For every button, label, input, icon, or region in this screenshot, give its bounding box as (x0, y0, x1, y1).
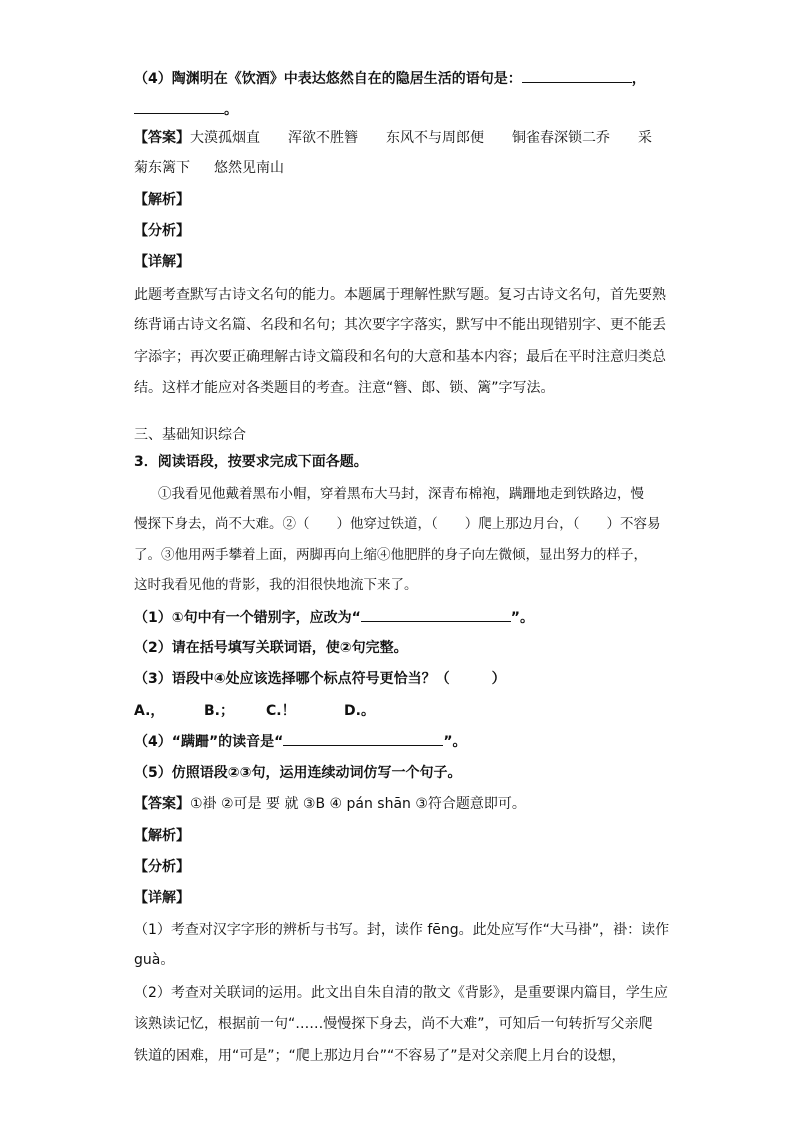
explanation-line: 练背诵古诗文名篇、名段和名句；其次要字字落实，默写中不能出现错别字、更不能丢 (134, 317, 666, 333)
explanation-line: 字添字；再次要正确理解古诗文篇段和名句的大意和基本内容；最后在平时注意归类总 (134, 349, 666, 365)
jiexi-heading: 【解析】 (134, 192, 190, 208)
option-c[interactable]: C.！ (266, 703, 296, 719)
fenxi-heading: 【分析】 (134, 859, 190, 875)
answer-line-2 (134, 158, 284, 178)
passage-line: 慢探下身去，尚不大难。②（ ）他穿过铁道，（ ）爬上那边月台，（ ）不容易 (134, 516, 661, 532)
answer-item: 悠然见南山 (214, 160, 284, 176)
passage-line: 这时我看见他的背影，我的泪很快地流下来了。 (134, 577, 418, 593)
q4-blank-2[interactable] (134, 99, 224, 114)
option-b[interactable]: B.； (204, 703, 234, 719)
explanation-line: 该熟读记忆，根据前一句“……慢慢探下身去，尚不大难”，可知后一句转折写父亲爬 (134, 1016, 653, 1032)
fenxi-heading: 【分析】 (134, 223, 190, 239)
explanation-line: 结。这样才能应对各类题目的考查。注意“簪、郎、锁、篱”字写法。 (134, 380, 555, 396)
passage-line: 了。③他用两手攀着上面，两脚再向上缩④他肥胖的身子向左微倾，显出努力的样子， (134, 547, 647, 563)
explanation-line: （2）考查对关联词的运用。此文出自朱自清的散文《背影》，是重要课内篇目，学生应 (134, 985, 668, 1001)
q3-title: 3．阅读语段，按要求完成下面各题。 (134, 454, 368, 470)
q3-options (134, 701, 404, 721)
answer-line-1 (134, 128, 652, 148)
q4-poem-question (134, 68, 646, 89)
sub4-blank[interactable] (283, 731, 443, 746)
xiangjie-heading: 【详解】 (134, 890, 190, 906)
q4-period: 。 (224, 102, 238, 118)
answer-item: 浑欲不胜簪 (288, 130, 358, 146)
explanation-line: 此题考查默写古诗文名句的能力。本题属于理解性默写题。复习古诗文名句，首先要熟 (134, 287, 666, 303)
answer2-line (134, 794, 526, 814)
section-heading: 三、基础知识综合 (134, 427, 246, 443)
q4-blank-1[interactable] (522, 68, 632, 83)
answer-item: 采 (638, 130, 652, 146)
answer-tag: 【答案】 (134, 130, 190, 146)
explanation-line: （1）考查对汉字字形的辨析与书写。封，读作 fēng。此处应写作“大马褂”，褂：读作 (134, 922, 670, 938)
q3-sub3: （3）语段中④处应该选择哪个标点符号更恰当？（ ） (134, 671, 506, 687)
q4-comma: ， (631, 71, 646, 87)
q4-prefix: （4）陶渊明在《饮酒》中表达悠然自在的隐居生活的语句是： (134, 71, 522, 87)
answer-item: 东风不与周郎便 (386, 130, 484, 146)
passage-line: ①我看见他戴着黑布小帽，穿着黑布大马封，深青布棉袍，蹒跚地走到铁路边，慢 (158, 486, 644, 502)
q3-sub1: （1）①句中有一个错别字，应改为“ ”。 (134, 607, 534, 628)
explanation-line: 铁道的困难，用“可是”；“爬上那边月台”“不容易了”是对父亲爬上月台的设想， (134, 1048, 626, 1064)
answer-item: 铜雀春深锁二乔 (512, 130, 610, 146)
q3-sub4: （4）“蹒跚”的读音是“ ”。 (134, 731, 467, 752)
jiexi-heading: 【解析】 (134, 828, 190, 844)
q3-sub5: （5）仿照语段②③句，运用连续动词仿写一个句子。 (134, 765, 462, 781)
q3-sub2: （2）请在括号填写关联词语，使②句完整。 (134, 640, 408, 656)
q4-poem-question-line2 (134, 99, 238, 120)
option-a[interactable]: A.， (134, 703, 165, 719)
answer-tag: 【答案】 (134, 796, 190, 812)
answer-item: 菊东篱下 (134, 160, 190, 176)
xiangjie-heading: 【详解】 (134, 254, 190, 270)
sub1-blank[interactable] (361, 607, 511, 622)
option-d[interactable]: D.。 (344, 703, 375, 719)
answer-item: 大漠孤烟直 (190, 130, 260, 146)
answer2-text: ①褂 ②可是 要 就 ③B ④ pán shān ③符合题意即可。 (190, 796, 526, 812)
explanation-line: guà。 (134, 952, 175, 968)
